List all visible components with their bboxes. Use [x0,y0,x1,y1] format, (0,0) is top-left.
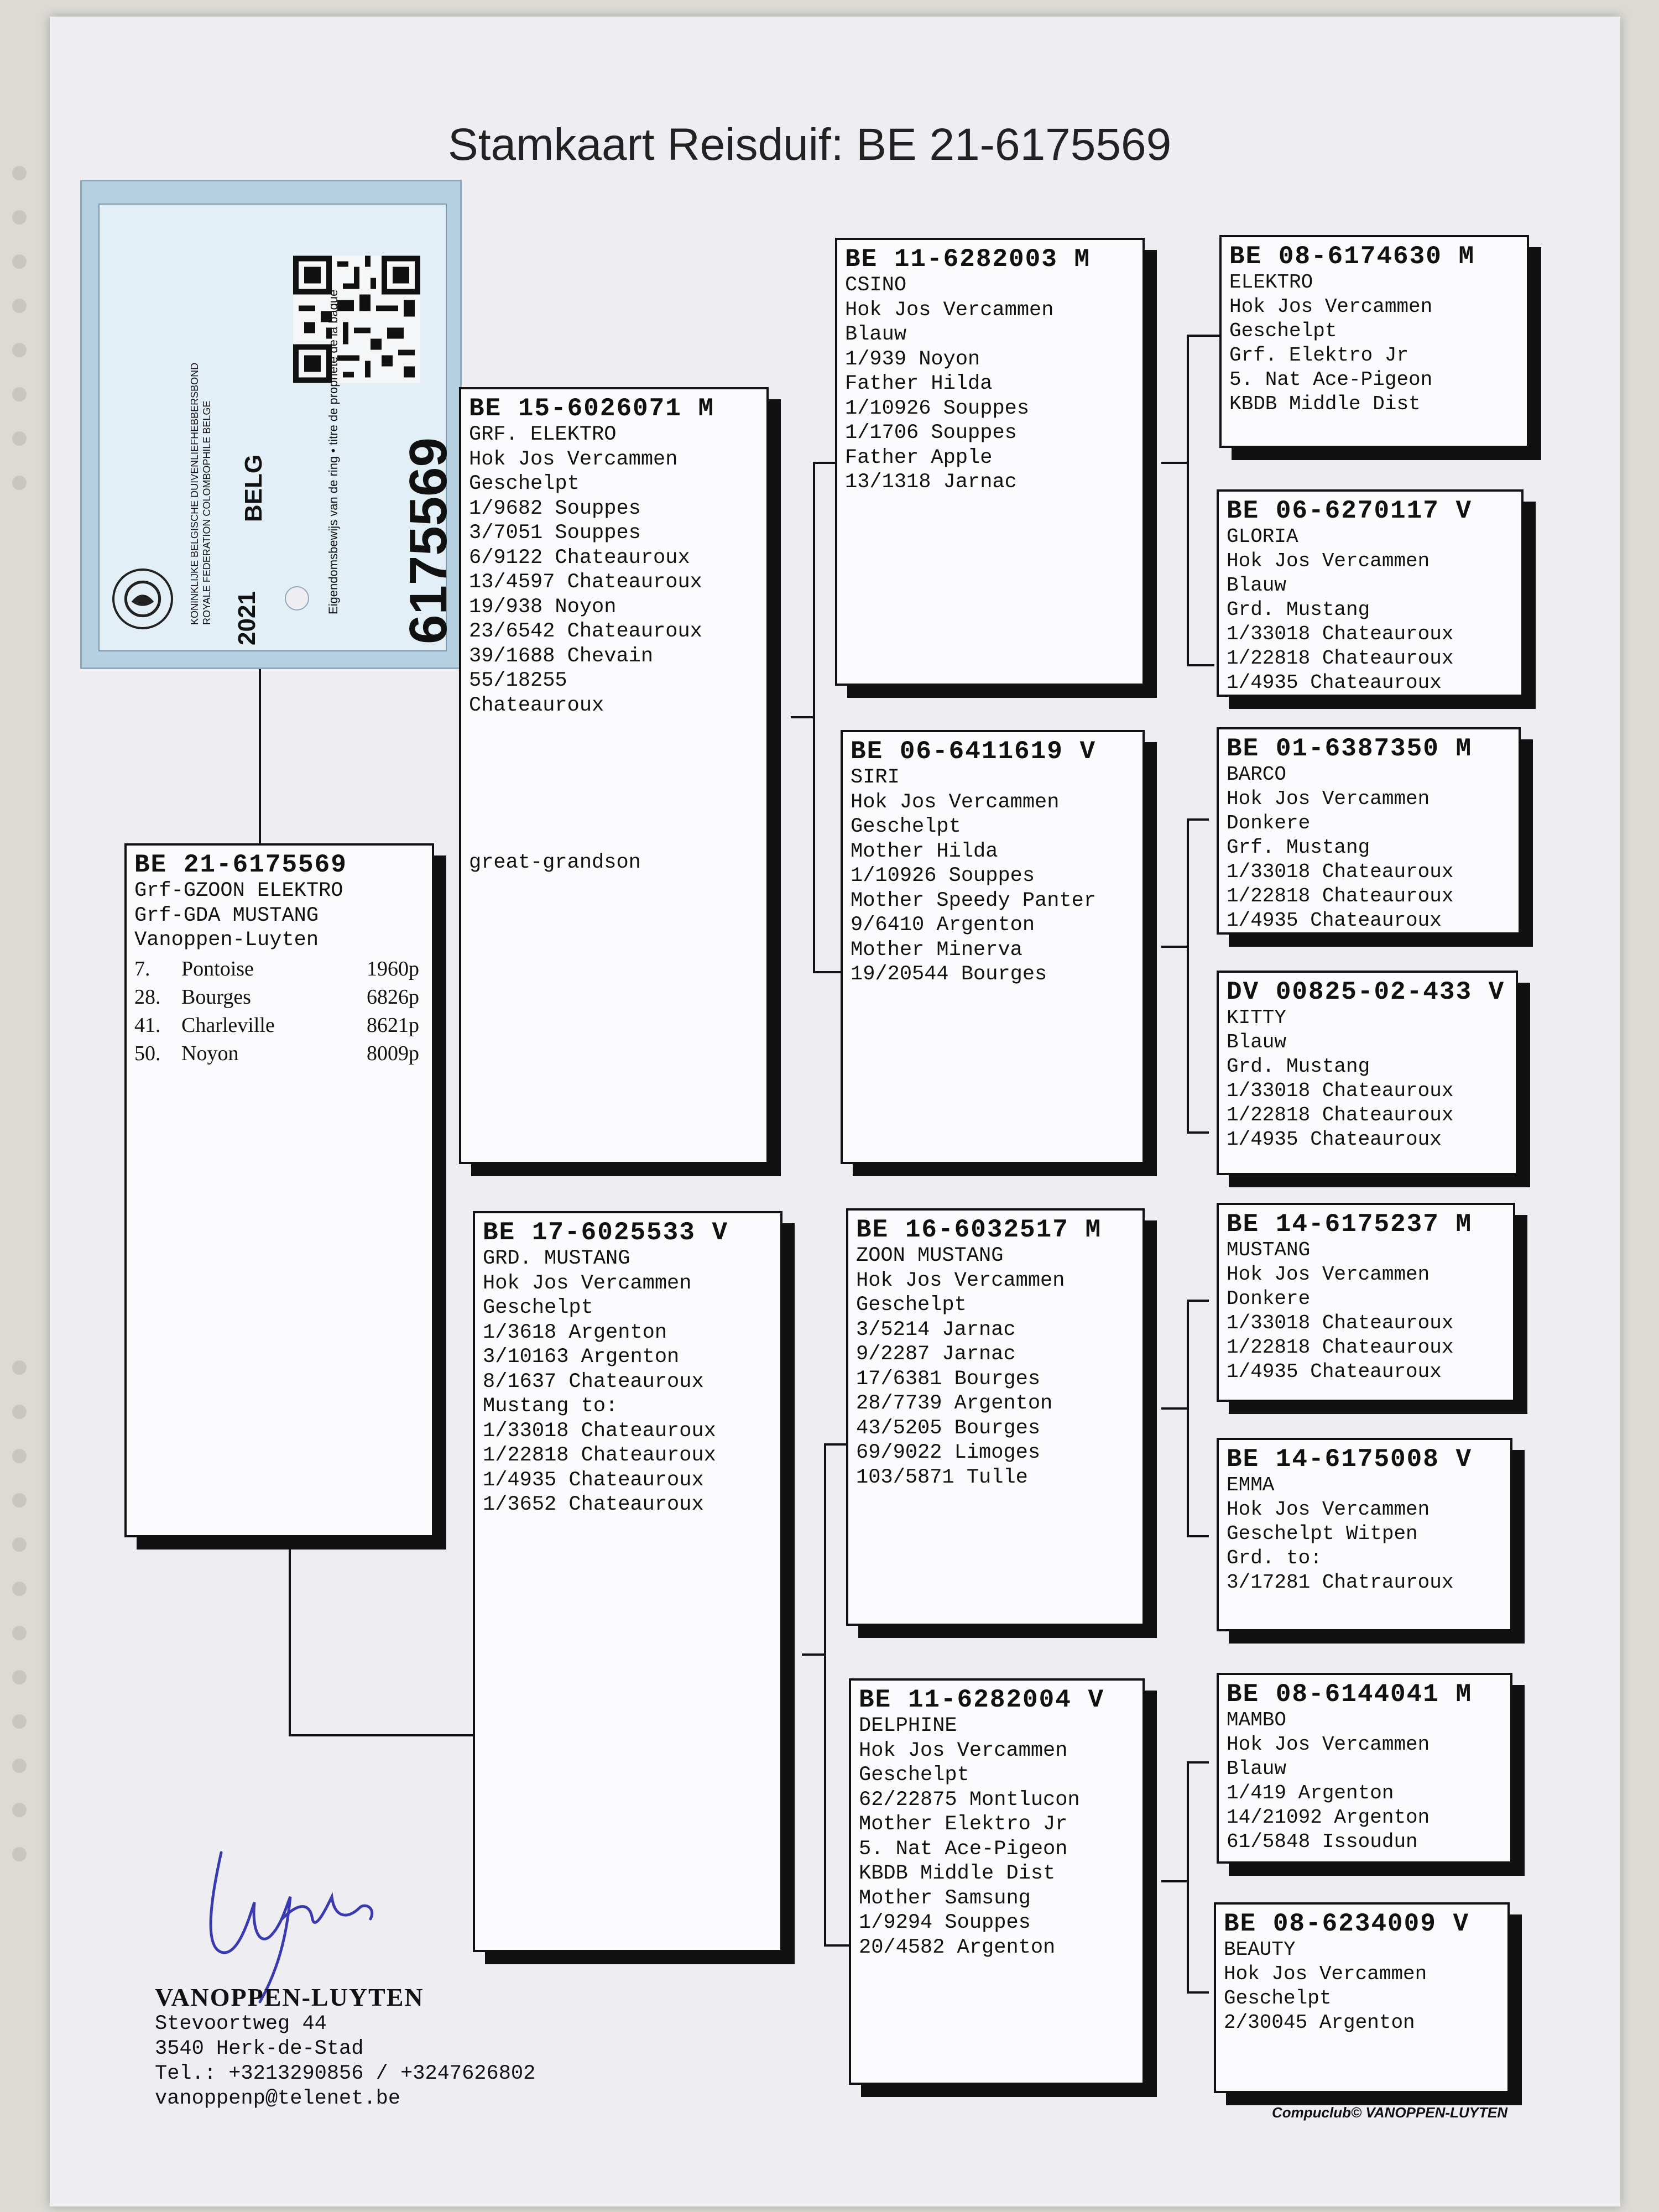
breeder-name: VANOPPEN-LUYTEN [155,1983,424,2011]
pedigree-line: 19/20544 Bourges [851,963,1047,986]
pedigree-line: 6/9122 Chateauroux [469,546,690,570]
ring-number: 6175569 [398,437,458,644]
pedigree-line: Hok Jos Vercammen [1227,1498,1430,1521]
pedigree-line: Geschelpt [1224,1987,1332,2010]
connector-line [791,716,813,718]
great-grandparent-card [1217,489,1524,697]
pedigree-line: 13/4597 Chateauroux [469,571,702,594]
pedigree-line: 1/4935 Chateauroux [1227,1128,1442,1151]
pedigree-line: 20/4582 Argenton [859,1936,1056,1959]
result-row: 41. Charleville 8621p [134,1013,419,1037]
pedigree-line: SIRI [851,766,900,789]
ring-id: BE 17-6025533 V [483,1218,729,1247]
pedigree-line: 1/33018 Chateauroux [1227,1312,1454,1334]
pedigree-line: DELPHINE [859,1714,957,1738]
pedigree-line: 19/938 Noyon [469,595,617,619]
pedigree-line: 69/9022 Limoges [856,1441,1041,1464]
connector-line [1187,818,1189,1134]
connector-line [1187,664,1214,666]
connector-line [1187,1761,1189,1994]
connector-line [824,1443,846,1446]
pedigree-line: 1/3652 Chateauroux [483,1493,704,1516]
pedigree-line: Hok Jos Vercammen [1227,1263,1430,1286]
pedigree-line: Hok Jos Vercammen [1224,1963,1427,1985]
pedigree-line: Blauw [1227,1757,1287,1780]
pedigree-line: KBDB Middle Dist [859,1862,1056,1885]
result-row: 7. Pontoise 1960p [134,957,419,980]
pedigree-line: 1/419 Argenton [1227,1782,1394,1804]
ring-id: BE 08-6234009 V [1224,1910,1470,1938]
pedigree-line: GLORIA [1227,525,1298,548]
dam-card [473,1211,782,1952]
pedigree-line: 3/7051 Souppes [469,521,641,545]
pedigree-line: Grf-GZOON ELEKTRO [134,879,343,902]
grandsire-maternal-card [846,1208,1145,1626]
page-title: Stamkaart Reisduif: BE 21-6175569 [448,119,1172,170]
pedigree-line: 1/33018 Chateauroux [1227,623,1454,645]
pedigree-line: Mother Samsung [859,1886,1031,1910]
pedigree-line: BARCO [1227,763,1287,786]
pedigree-line: Blauw [1227,1031,1287,1053]
ring-card [80,180,462,669]
pedigree-line: Hok Jos Vercammen [1227,550,1430,572]
connector-line [1161,1880,1187,1882]
breeder-phone: Tel.: +3213290856 / +3247626802 [155,2062,536,2085]
pedigree-line: 23/6542 Chateauroux [469,620,702,643]
pedigree-line: Donkere [1227,812,1311,834]
pedigree-line: Mother Minerva [851,938,1022,962]
pedigree-line: 43/5205 Bourges [856,1416,1041,1440]
pedigree-line: Hok Jos Vercammen [1227,787,1430,810]
pedigree-line: 8/1637 Chateauroux [483,1370,704,1394]
pedigree-line: Vanoppen-Luyten [134,928,319,952]
pedigree-line: KBDB Middle Dist [1229,393,1421,415]
connector-line [813,462,836,464]
pedigree-line: 1/3618 Argenton [483,1321,667,1344]
qr-code [293,254,420,384]
pedigree-line: Grf-GDA MUSTANG [134,904,319,927]
pedigree-line: ZOON MUSTANG [856,1244,1004,1267]
connector-line [289,1734,488,1736]
pedigree-line: Mother Elektro Jr [859,1813,1068,1836]
pedigree-line: 1/4935 Chateauroux [1227,909,1442,932]
pedigree-line: Grf. Mustang [1227,836,1370,859]
great-grandparent-card [1217,1673,1512,1864]
pedigree-line: Geschelpt Witpen [1227,1522,1418,1545]
pedigree-line: 3/10163 Argenton [483,1345,680,1369]
ring-id: BE 06-6411619 V [851,737,1097,766]
granddam-maternal-card [849,1678,1145,2085]
pedigree-line: Geschelpt [483,1296,593,1319]
result-row: 28. Bourges 6826p [134,985,419,1009]
pedigree-line: Grd. Mustang [1227,598,1370,621]
pedigree-line: 9/2287 Jarnac [856,1343,1016,1366]
ring-federation: KONINKLIJKE BELGISCHE DUIVENLIEFHEBBERSBOND ROYALE FEDERATION COLOMBOPHILE BELGE [189,362,212,625]
pedigree-line: 3/17281 Chatrauroux [1227,1571,1454,1594]
pedigree-line: Hok Jos Vercammen [859,1739,1068,1762]
ring-card-hole [285,586,309,611]
connector-line [813,971,843,973]
ring-id: BE 14-6175008 V [1227,1445,1473,1474]
pedigree-line: GRD. MUSTANG [483,1247,630,1270]
pedigree-line: 2/30045 Argenton [1224,2011,1415,2034]
great-grandparent-card [1217,1438,1512,1631]
connector-line [1187,1131,1209,1134]
pedigree-line: Father Hilda [845,372,993,395]
great-grandparent-card [1214,1902,1510,2093]
pedigree-line: 5. Nat Ace-Pigeon [1229,368,1433,391]
connector-line [1187,1535,1209,1537]
pedigree-line: 1/10926 Souppes [845,397,1030,420]
ring-country: BELG [240,454,268,523]
pedigree-line: 1/4935 Chateauroux [1227,1360,1442,1383]
granddam-paternal-card [841,730,1145,1164]
pedigree-line: 1/939 Noyon [845,347,980,371]
pedigree-line: 55/18255 [469,669,567,692]
pedigree-line: Grd. Mustang [1227,1055,1370,1078]
ring-id: BE 06-6270117 V [1227,497,1473,525]
pedigree-line: 3/5214 Jarnac [856,1318,1016,1342]
connector-line [824,1443,826,1947]
pedigree-line: Hok Jos Vercammen [483,1271,692,1295]
ring-id: BE 08-6144041 M [1227,1680,1473,1709]
pedigree-line: 9/6410 Argenton [851,914,1035,937]
subject-pigeon-card [124,843,434,1537]
pedigree-line: MUSTANG [1227,1239,1311,1261]
sire-note: great-grandson [469,851,641,874]
pedigree-line: Blauw [1227,574,1287,597]
pedigree-line: 1/22818 Chateauroux [1227,1336,1454,1359]
binder-holes [0,0,33,2212]
pedigree-line: Chateauroux [469,693,604,717]
connector-line [1187,335,1189,666]
pedigree-line: 62/22875 Montlucon [859,1788,1080,1812]
connector-line [1187,1300,1209,1302]
connector-line [1187,1300,1189,1537]
pedigree-line: Hok Jos Vercammen [856,1269,1065,1292]
pedigree-line: Father Apple [845,446,993,469]
pedigree-line: Blauw [845,323,907,346]
pedigree-line: Grf. Elektro Jr [1229,344,1409,367]
pedigree-line: MAMBO [1227,1709,1287,1731]
breeder-contact [155,1983,535,2111]
great-grandparent-card [1217,971,1518,1175]
pedigree-line: 1/33018 Chateauroux [1227,860,1454,883]
pedigree-line: Mother Speedy Panter [851,889,1097,912]
pedigree-line: 14/21092 Argenton [1227,1806,1430,1829]
connector-line [1187,335,1220,337]
ring-ownership-text: Eigendomsbewijs van de ring • titre de propriété de la bague [326,289,340,614]
pedigree-line: Geschelpt [469,472,580,495]
great-grandparent-card [1217,1203,1515,1402]
ring-id: BE 16-6032517 M [856,1215,1102,1244]
sire-card [459,387,769,1164]
result-row: 50. Noyon 8009p [134,1041,419,1065]
breeder-city: 3540 Herk-de-Stad [155,2037,364,2060]
pedigree-line: Hok Jos Vercammen [845,298,1054,322]
pedigree-line: 17/6381 Bourges [856,1367,1041,1391]
connector-line [802,1653,824,1656]
pedigree-line: Donkere [1227,1287,1311,1310]
pedigree-line: ELEKTRO [1229,271,1313,294]
connector-line [813,462,815,973]
connector-line [1187,818,1209,821]
breeder-email: vanoppenp@telenet.be [155,2087,401,2110]
pedigree-line: Hok Jos Vercammen [1227,1733,1430,1756]
pedigree-line: 103/5871 Tulle [856,1465,1028,1489]
pedigree-line: 1/22818 Chateauroux [483,1444,716,1467]
ring-id: BE 11-6282003 M [845,245,1091,274]
pedigree-line: 1/22818 Chateauroux [1227,1104,1454,1126]
ring-id: BE 21-6175569 [134,851,347,879]
pedigree-line: 13/1318 Jarnac [845,471,1017,494]
ring-id: BE 14-6175237 M [1227,1210,1473,1239]
pedigree-line: 1/22818 Chateauroux [1227,647,1454,670]
ring-id: BE 01-6387350 M [1227,734,1473,763]
pedigree-line: 5. Nat Ace-Pigeon [859,1837,1068,1861]
pedigree-line: Geschelpt [856,1293,967,1317]
pedigree-line: Mother Hilda [851,839,998,863]
connector-line [1161,1407,1187,1410]
pedigree-line: 1/33018 Chateauroux [483,1419,716,1443]
connector-line [824,1944,852,1947]
pedigree-line: 1/1706 Souppes [845,421,1017,445]
pedigree-line: Geschelpt [859,1764,969,1787]
pedigree-line: Hok Jos Vercammen [851,790,1060,814]
pedigree-line: GRF. ELEKTRO [469,423,617,446]
pedigree-line: Hok Jos Vercammen [1229,295,1433,318]
connector-line [1187,1761,1209,1764]
pedigree-line: BEAUTY [1224,1938,1296,1961]
great-grandparent-card [1217,727,1521,935]
connector-line [1161,946,1187,948]
pedigree-line: 1/4935 Chateauroux [1227,671,1442,694]
pedigree-line: CSINO [845,274,907,297]
pedigree-line: 1/22818 Chateauroux [1227,885,1454,907]
grandsire-paternal-card [835,238,1145,686]
pedigree-line: KITTY [1227,1006,1287,1029]
connector-line [289,1548,291,1736]
ring-id: BE 08-6174630 M [1229,242,1475,271]
kbdb-logo-icon [112,568,173,629]
pedigree-line: Grd. to: [1227,1547,1322,1569]
ring-id: DV 00825-02-433 V [1227,978,1505,1006]
pedigree-line: Mustang to: [483,1395,618,1418]
pedigree-line: EMMA [1227,1474,1275,1496]
pedigree-line: Geschelpt [1229,320,1337,342]
pedigree-line: 1/4935 Chateauroux [483,1468,704,1492]
ring-id: BE 15-6026071 M [469,394,715,423]
pedigree-line: Hok Jos Vercammen [469,447,678,471]
connector-line [1187,1991,1209,1994]
ring-id: BE 11-6282004 V [859,1686,1105,1714]
breeder-street: Stevoortweg 44 [155,2012,327,2036]
pedigree-line: Geschelpt [851,815,961,838]
connector-line [259,669,261,846]
pedigree-line: 28/7739 Argenton [856,1392,1053,1415]
great-grandparent-card [1219,235,1529,448]
pedigree-line: 39/1688 Chevain [469,644,654,668]
ring-year: 2021 [233,591,260,645]
pedigree-line: 1/9294 Souppes [859,1911,1031,1934]
pedigree-line: 1/33018 Chateauroux [1227,1079,1454,1102]
connector-line [1161,462,1187,464]
pedigree-line: 1/10926 Souppes [851,864,1035,888]
pedigree-line: 61/5848 Issoudun [1227,1830,1418,1853]
pedigree-line: 1/9682 Souppes [469,497,641,520]
footer-credit: Compuclub© VANOPPEN-LUYTEN [1272,2104,1508,2121]
